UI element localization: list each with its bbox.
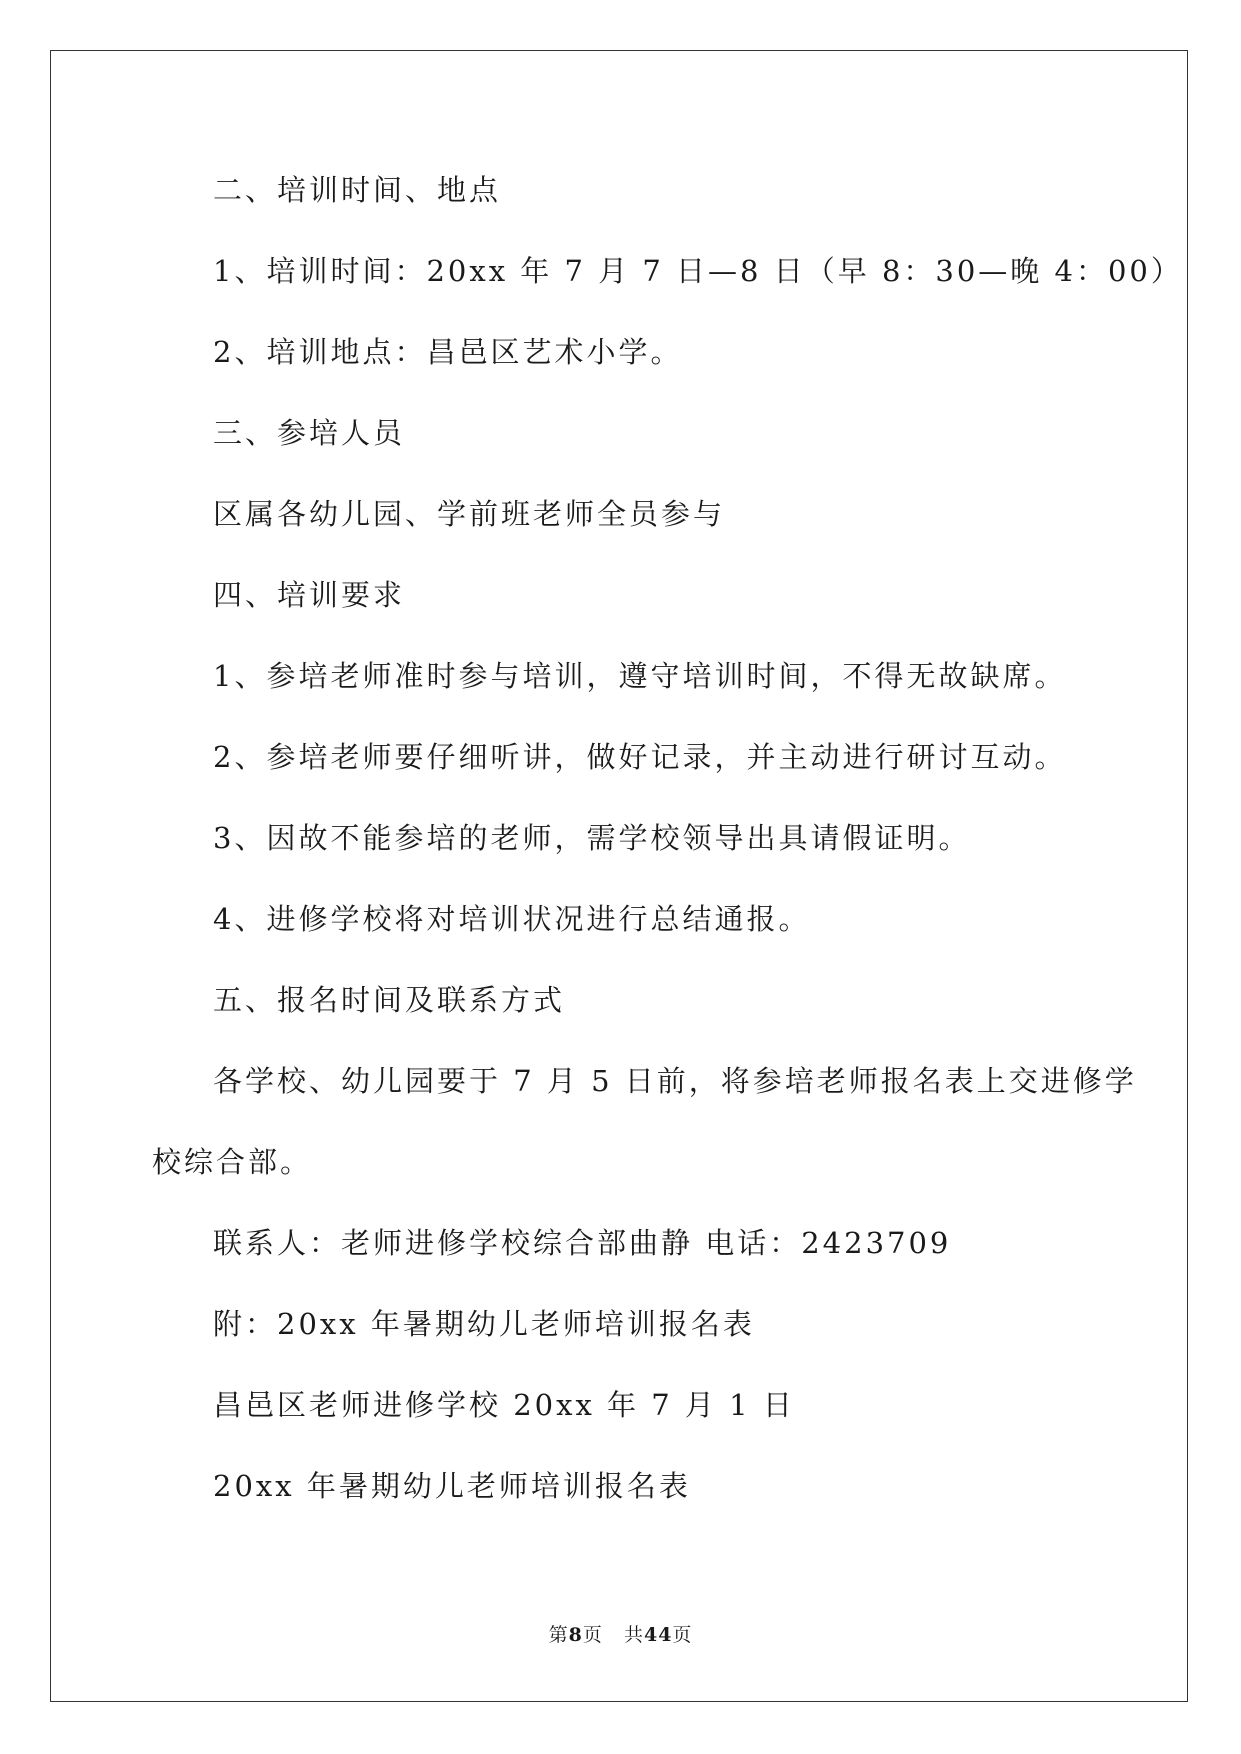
heading-registration: 五、报名时间及联系方式	[213, 983, 566, 1017]
page-number: 8	[568, 1624, 583, 1646]
registration-line-2: 校综合部。	[152, 1145, 313, 1179]
page-border	[50, 50, 1188, 1702]
signature-date-line: 昌邑区老师进修学校 20xx 年 7 月 1 日	[213, 1388, 795, 1422]
requirement-4: 4、进修学校将对培训状况进行总结通报。	[213, 902, 811, 936]
total-pages: 44	[643, 1624, 673, 1646]
requirement-1: 1、参培老师准时参与培训，遵守培训时间，不得无故缺席。	[213, 659, 1067, 693]
footer-prefix: 第	[548, 1624, 569, 1646]
participants-line: 区属各幼儿园、学前班老师全员参与	[213, 497, 726, 531]
requirement-2: 2、参培老师要仔细听讲，做好记录，并主动进行研讨互动。	[213, 740, 1067, 774]
training-location-line: 2、培训地点：昌邑区艺术小学。	[213, 335, 683, 369]
heading-participants: 三、参培人员	[213, 416, 406, 450]
footer-total-prefix: 共	[623, 1624, 644, 1646]
registration-line-1: 各学校、幼儿园要于 7 月 5 日前，将参培老师报名表上交进修学	[213, 1064, 1137, 1098]
training-time-line: 1、培训时间：20xx 年 7 月 7 日—8 日（早 8：30—晚 4：00）	[213, 254, 1183, 288]
footer-total-unit: 页	[672, 1624, 693, 1646]
attachment-line: 附：20xx 年暑期幼儿老师培训报名表	[213, 1307, 755, 1341]
heading-training-time-place: 二、培训时间、地点	[213, 173, 502, 207]
page-footer	[0, 1623, 1241, 1647]
form-title-line: 20xx 年暑期幼儿老师培训报名表	[213, 1469, 691, 1503]
contact-line: 联系人：老师进修学校综合部曲静 电话：2423709	[213, 1226, 952, 1260]
footer-page-unit: 页	[582, 1624, 603, 1646]
requirement-3: 3、因故不能参培的老师，需学校领导出具请假证明。	[213, 821, 971, 855]
heading-training-requirements: 四、培训要求	[213, 578, 406, 612]
